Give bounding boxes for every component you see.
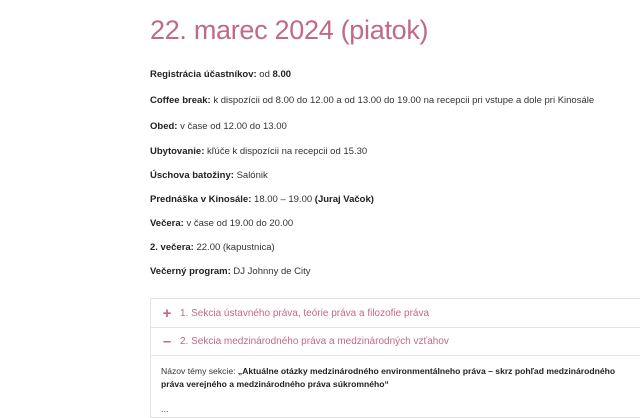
schedule-item-evening-program: Večerný program: DJ Johnny de City	[150, 266, 311, 277]
schedule-label: Coffee break:	[150, 95, 211, 106]
accordion-header-section-2[interactable]	[151, 328, 640, 356]
schedule-label: Ubytovanie:	[150, 146, 205, 157]
schedule-label: Večerný program:	[150, 266, 231, 277]
schedule-item-luggage: Úschova batožiny: Salónik	[150, 170, 268, 181]
schedule-label: Prednáška v Kinosále:	[150, 194, 252, 205]
schedule-item-registration: Registrácia účastníkov: od 8.00	[150, 69, 292, 80]
topic-line-2	[161, 378, 631, 391]
minus-icon: –	[162, 333, 172, 350]
schedule-label: Registrácia účastníkov:	[150, 69, 257, 80]
schedule-item-lecture: Prednáška v Kinosále: 18.00 – 19.00 (Juraj Vačok)	[150, 194, 374, 205]
schedule-item-coffee-break: Coffee break: k dispozícii od 8.00 do 12.00 a od 13.00 do 19.00 na recepcii pri vstupe a dole pri Kinosále	[150, 95, 595, 106]
topic-line-1	[161, 365, 631, 378]
topic-title-part-2: práva verejného a medzinárodného práva súkromného“	[161, 378, 389, 389]
schedule-label: Večera:	[150, 218, 184, 229]
accordion-header-label: 2. Sekcia medzinárodného práva a medzinárodných vzťahov	[180, 336, 449, 347]
schedule-item-lunch: Obed: v čase od 12.00 do 13.00	[150, 121, 287, 132]
topic-label: Názov témy sekcie:	[161, 366, 238, 376]
page-title: 22. marec 2024 (piatok)	[150, 15, 429, 45]
schedule-label: 2. večera:	[150, 242, 194, 253]
more-text: ...	[161, 404, 169, 414]
topic-title-part-1: „Aktuálne otázky medzinárodného environmentálneho práva – skrz pohľad medzinárodného	[237, 366, 616, 376]
schedule-item-dinner: Večera: v čase od 19.00 do 20.00	[150, 218, 294, 229]
schedule-item-second-dinner: 2. večera: 22.00 (kapustnica)	[150, 242, 275, 253]
sections-accordion	[150, 298, 640, 418]
schedule-label: Obed:	[150, 121, 178, 132]
schedule-item-accommodation: Ubytovanie: kľúče k dispozícii na recepcii od 15.30	[150, 146, 368, 157]
plus-icon: +	[162, 305, 172, 322]
schedule-label: Úschova batožiny:	[150, 170, 234, 181]
accordion-panel-section-2	[161, 365, 631, 414]
accordion-header-section-1[interactable]	[151, 300, 640, 328]
accordion-header-label: 1. Sekcia ústavného práva, teórie práva a filozofie práva	[180, 308, 430, 319]
